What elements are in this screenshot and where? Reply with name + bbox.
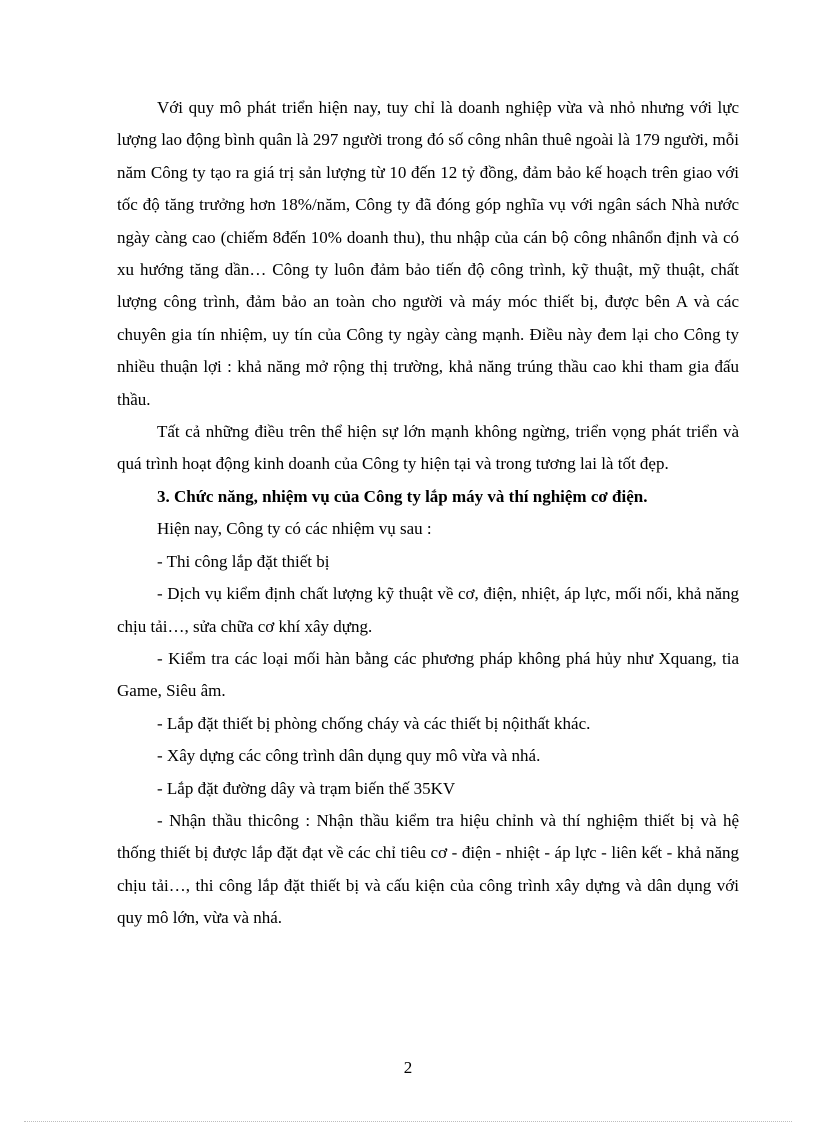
section-heading: 3. Chức năng, nhiệm vụ của Công ty lắp máy và thí nghiệm cơ điện. — [157, 486, 648, 506]
document-page — [117, 92, 739, 935]
page-bottom-divider — [24, 1121, 792, 1122]
paragraph-growth-outlook: Tất cả những điều trên thể hiện sự lớn mạnh không ngừng, triển vọng phát triển và quá trình hoạt động kinh doanh của Công ty hiện tại và trong tương lai là tốt đẹp. — [117, 422, 739, 474]
task-item: - Nhận thầu thicông : Nhận thầu kiểm tra hiệu chỉnh và thí nghiệm thiết bị và hệ thống thiết bị được lắp đặt đạt về các chỉ tiêu cơ - điện - nhiệt - áp lực - liên kết - khả năng chịu tải…, thi công lắp đặt thiết bị và cấu kiện của công trình xây dựng và dân dụng với quy mô lớn, vừa và nhá. — [117, 810, 739, 928]
paragraph-company-performance: Với quy mô phát triển hiện nay, tuy chỉ là doanh nghiệp vừa và nhỏ nhưng với lực lượng lao động bình quân là 297 người trong đó số công nhân thuê ngoài là 179 người, mỗi năm Công ty tạo ra giá trị sản lượng từ 10 đến 12 tỷ đồng, đảm bảo kế hoạch trên giao với tốc độ tăng trưởng hơn 18%/năm, Công ty đã đóng góp nghĩa vụ với ngân sách Nhà nước ngày càng cao (chiếm 8đến 10% doanh thu), thu nhập của cán bộ công nhânổn định và có xu hướng tăng dần… Công ty luôn đảm bảo tiến độ công trình, kỹ thuật, mỹ thuật, chất lượng công trình, đảm bảo an toàn cho người và máy móc thiết bị, được bên A và các chuyên gia tín nhiệm, uy tín của Công ty ngày càng mạnh. Điều này đem lại cho Công ty nhiều thuận lợi : khả năng mở rộng thị trường, khả năng trúng thầu cao khi tham gia đấu thầu. — [117, 98, 739, 409]
task-item: - Lắp đặt đường dây và trạm biến thế 35KV — [157, 778, 456, 798]
task-item: - Kiểm tra các loại mối hàn bằng các phương pháp không phá hủy như Xquang, tia Game, Siêu âm. — [117, 648, 739, 701]
task-item: - Dịch vụ kiểm định chất lượng kỹ thuật về cơ, điện, nhiệt, áp lực, mối nối, khả năng chịu tải…, sửa chữa cơ khí xây dựng. — [117, 584, 739, 636]
task-item: - Xây dựng các công trình dân dụng quy mô vừa và nhá. — [157, 746, 541, 766]
tasks-intro: Hiện nay, Công ty có các nhiệm vụ sau : — [157, 519, 432, 539]
page-number: 2 — [403, 1058, 413, 1077]
task-item: - Lắp đặt thiết bị phòng chống cháy và các thiết bị nộithất khác. — [157, 713, 591, 733]
task-item: - Thi công lắp đặt thiết bị — [157, 551, 330, 571]
